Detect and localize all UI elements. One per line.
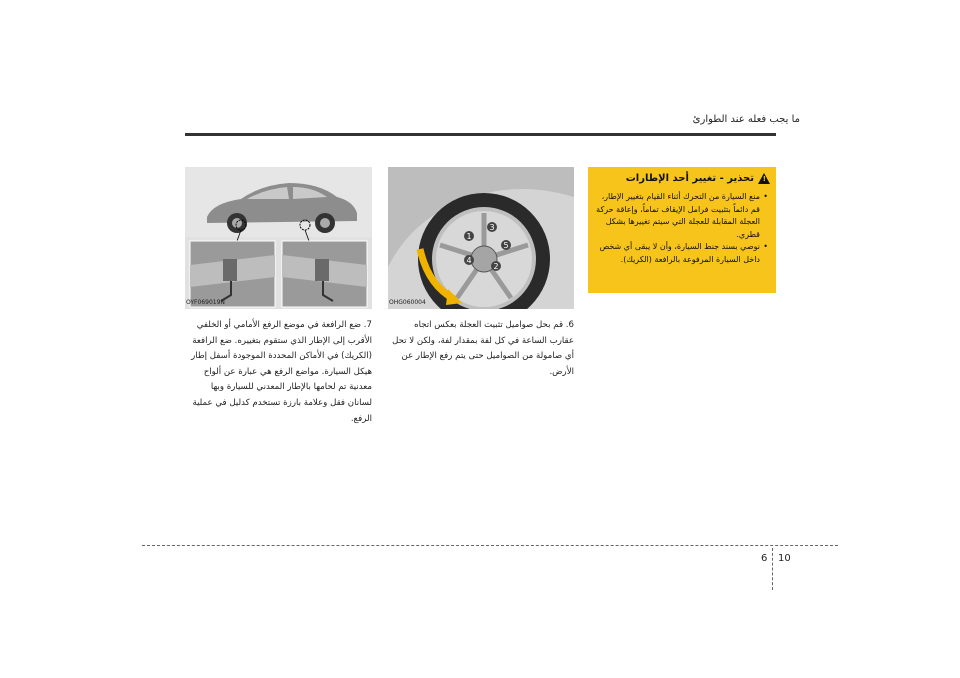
header-title: ما يجب فعله عند الطوارئ	[692, 114, 800, 125]
warning-list	[596, 191, 768, 266]
nut-label: 4	[466, 256, 472, 265]
footer-separator	[772, 548, 773, 590]
footer-page-number: 10	[778, 553, 791, 564]
step-7-text: ضع الرافعة في موضع الرفع الأمامي أو الخلفي الأقرب إلى الإطار الذي ستقوم بتغييره. ضع الرافعة (الكريك) في الأماكن المحددة الموجودة أسفل إطار هيكل السيارة. مواضع الرفع هي عبارة عن ألواح معدنية تم لحامها بالإطار المعدني للسيارة وبها لسانان فقل وعلامة بارزة تستخدم كدليل في عملية الرفع.	[191, 320, 372, 424]
wheel-drawing	[388, 167, 574, 309]
step-7	[185, 318, 372, 427]
warning-exclamation-icon: !	[762, 175, 766, 183]
warning-item: • نوصي بسند جنط السيارة، وأن لا يبقى أي شخص داخل السيارة المرفوعة بالرافعة (الكريك).	[596, 241, 768, 266]
wheel-caption: OHG060004	[389, 299, 426, 306]
step-6-number: 6.	[565, 320, 574, 330]
nut-label: 5	[503, 241, 509, 250]
warning-box	[588, 167, 776, 293]
car-drawing	[185, 167, 372, 309]
header-rule	[185, 133, 776, 136]
wheel-illustration	[388, 167, 574, 309]
nut-label: 2	[493, 262, 499, 271]
car-caption: OYF069019N	[186, 299, 225, 306]
warning-item: • منع السيارة من التحرك أثناء القيام بتغيير الإطار، قم دائماً بتثبيت فرامل الإيقاف تماماً، وإعاقة حركة العجلة المقابلة للعجلة التي سيتم تغييرها بشكل قطري.	[596, 191, 768, 241]
step-6-text: قم بحل صواميل تثبيت العجلة بعكس اتجاه عقارب الساعة في كل لفة بمقدار لفة، ولكن لا تحل أي صامولة من الصواميل حتى يتم رفع الإطار عن الأرض.	[392, 320, 574, 377]
footer-rule	[142, 545, 838, 546]
car-illustration	[185, 167, 372, 309]
step-7-number: 7.	[363, 320, 372, 330]
footer-section-number: 6	[761, 553, 768, 564]
warning-title: تحذير - تغيير أحد الإطارات	[625, 173, 754, 184]
step-6	[388, 318, 574, 380]
nut-label: 3	[489, 223, 495, 232]
nut-label: 1	[466, 232, 472, 241]
